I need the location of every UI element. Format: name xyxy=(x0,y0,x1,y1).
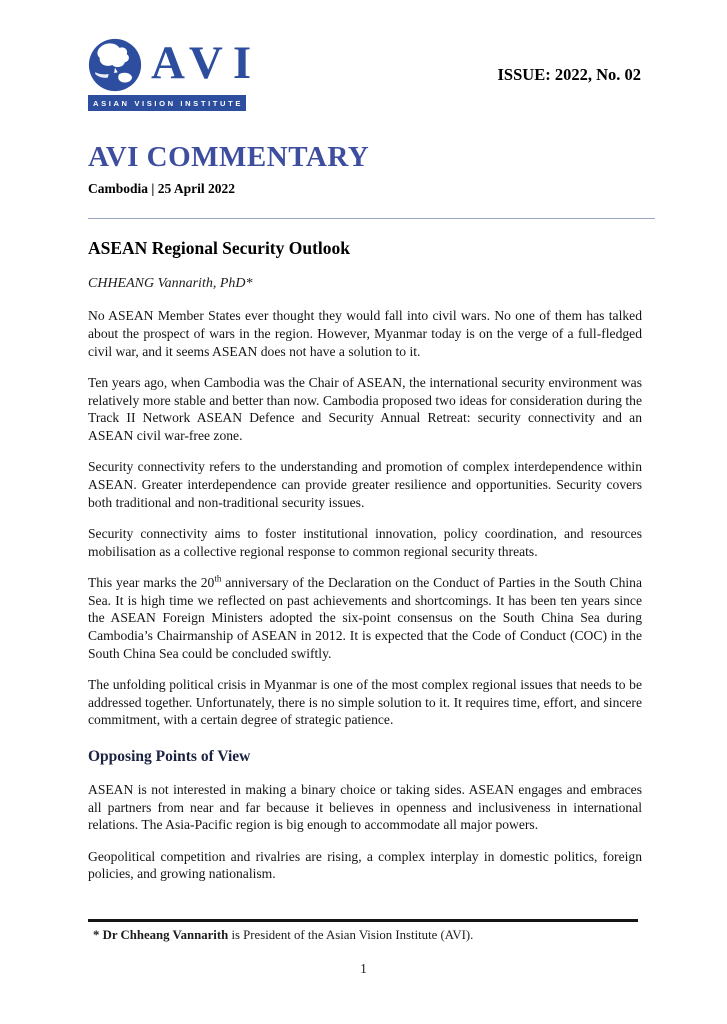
logo-acronym: AVI xyxy=(151,36,262,89)
article-title: ASEAN Regional Security Outlook xyxy=(88,238,351,259)
paragraph: The unfolding political crisis in Myanmar is one of the most complex regional issues that needs to be addressed together. Unfortunately, there is no simple solution to it. It requires time, effort, and sincere commitment, with a certain degree of strategic patience. xyxy=(88,676,642,728)
author-byline: CHHEANG Vannarith, PhD* xyxy=(88,276,253,292)
section-heading: Opposing Points of View xyxy=(88,748,251,765)
article-body xyxy=(88,307,642,883)
dateline: Cambodia | 25 April 2022 xyxy=(88,181,235,197)
paragraph: Security connectivity aims to foster institutional innovation, policy coordination, and resources mobilisation as a collective regional response to common regional security threats. xyxy=(88,525,642,559)
paragraph: This year marks the 20th anniversary of the Declaration on the Conduct of Parties in the South China Sea. It is high time we reflected on past achievements and shortcomings. It has been ten years since the ASEAN Foreign Ministers adopted the six-point consensus on the South China Sea during Cambodia’s Chairmanship of ASEAN in 2012. It is expected that the Code of Conduct (COC) in the South China Sea could be concluded swiftly. xyxy=(88,573,642,661)
footnote-text: is President of the Asian Vision Institute (AVI). xyxy=(228,928,474,942)
paragraph: Geopolitical competition and rivalries are rising, a complex interplay in domestic politics, foreign policies, and growing nationalism. xyxy=(88,848,642,882)
footnote-author: * Dr Chheang Vannarith xyxy=(93,928,229,942)
paragraph: ASEAN is not interested in making a binary choice or taking sides. ASEAN engages and embraces all partners from near and far because it believes in openness and inclusiveness in international relations. The Asia-Pacific region is big enough to accommodate all major powers. xyxy=(88,782,642,833)
footnote-divider xyxy=(88,919,638,922)
paragraph: No ASEAN Member States ever thought they would fall into civil wars. No one of them has talked about the prospect of wars in the region. However, Myanmar today is on the verge of a full-fledged civil war, and it seems ASEAN does not have a solution to it. xyxy=(88,308,642,359)
publication-title: AVI COMMENTARY xyxy=(88,141,370,173)
logo-tagline: ASIAN VISION INSTITUTE xyxy=(88,95,246,111)
avi-logo xyxy=(88,38,261,111)
article xyxy=(88,238,642,883)
masthead-divider xyxy=(88,218,655,219)
issue-label: ISSUE: 2022, No. 02 xyxy=(497,64,641,84)
paragraph: Security connectivity refers to the understanding and promotion of complex interdependence within ASEAN. Greater interdependence can provide greater resilience and opportunities. Security covers both traditional and non-traditional security issues. xyxy=(88,459,642,510)
page-number: 1 xyxy=(360,961,367,976)
masthead xyxy=(88,142,642,197)
logo-top-row xyxy=(88,38,261,92)
paragraph: Ten years ago, when Cambodia was the Chair of ASEAN, the international security environment was relatively more stable and better than now. Cambodia proposed two ideas for consideration during the Track II Network ASEAN Defence and Security Annual Retreat: security connectivity and an ASEAN civil war-free zone. xyxy=(88,375,642,444)
globe-icon xyxy=(88,38,142,92)
header xyxy=(88,38,642,111)
footnote xyxy=(93,928,473,943)
